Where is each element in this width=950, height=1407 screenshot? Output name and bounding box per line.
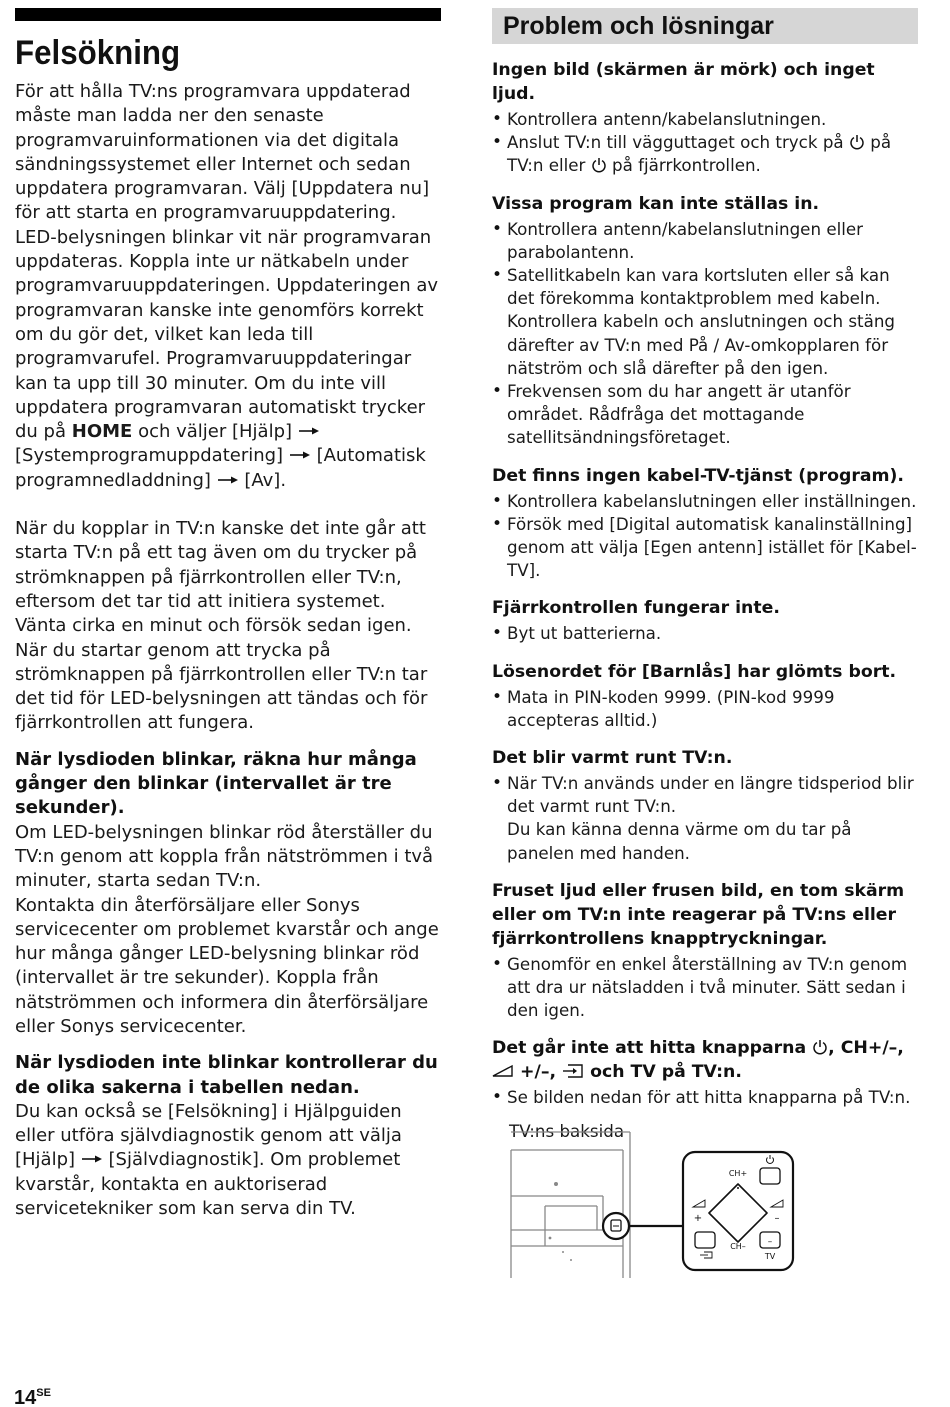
home-button-label: HOME [71, 421, 133, 443]
page-title: Felsökning [15, 34, 181, 72]
power-text-a: Anslut TV:n till vägguttaget och tryck på [507, 132, 844, 153]
page-suffix: SE [36, 1387, 51, 1399]
issue-channels [492, 192, 918, 450]
buttons-title-a: Det går inte att hitta knapparna [492, 1038, 807, 1059]
list-item: • Satellitkabeln kan vara kortsluten eller så kan det förekomma kontaktproblem med kabeln. Kontrollera kabeln och anslutningen och stäng därefter av TV:n med På / Av-omkopplaren för nätström och slå därefter på den igen. [492, 264, 918, 380]
power-text-b: på TV:n eller [507, 132, 892, 176]
tv-label: TV [764, 1252, 776, 1261]
issue-no-picture [492, 58, 918, 178]
list-item: • När TV:n används under en längre tidsperiod blir det varmt runt TV:n. Du kan känna denna värme om du tar på panelen med handen. [492, 772, 918, 865]
led-noblink-text-1: Du kan också se [Felsökning] i Hjälpguiden eller utföra självdiagnostik genom att välja [Hjälp] [15, 1100, 402, 1171]
list-item: • Försök med [Digital automatisk kanalinställning] genom att välja [Egen antenn] istället för [Kabel-TV]. [492, 513, 918, 583]
list-item: • Byt ut batterierna. [492, 622, 918, 645]
list-item: • Kontrollera antenn/kabelanslutningen. [492, 108, 918, 131]
buttons-title-c: +/–, [520, 1062, 557, 1083]
list-item: • Kontrollera kabelanslutningen eller inställningen. [492, 490, 918, 513]
issue-title: Det finns ingen kabel-TV-tjänst (program). [492, 465, 904, 486]
input-icon [562, 1063, 584, 1079]
led-noblink-text-2: [Självdiagnostik]. Om problemet kvarstår, kontakta en auktoriserad servicetekniker som kan serva din TV. [15, 1149, 401, 1220]
issue-password [492, 660, 918, 732]
list-item: • Genomför en enkel återställning av TV:n genom att dra ur nätsladden i två minuter. Sätt sedan i den igen. [492, 953, 918, 1023]
section-title: Problem och lösningar [492, 8, 918, 44]
volume-plus-label: + [693, 1213, 703, 1224]
issue-title: Fruset ljud eller frusen bild, en tom skärm eller om TV:n inte reagerar på TV:ns eller fjärrkontrollens knapptryckningar. [492, 880, 905, 949]
list-item: • Mata in PIN-koden 9999. (PIN-kod 9999 accepteras alltid.) [492, 686, 918, 732]
buttons-title-b: , CH+/–, [828, 1038, 904, 1059]
arrow-icon [298, 426, 320, 436]
arrow-icon [81, 1154, 103, 1164]
intro-path-1: och väljer [Hjälp] [138, 421, 293, 443]
channel-minus-key-label: – [767, 1237, 773, 1247]
volume-minus-label: – [774, 1213, 780, 1224]
intro-path-4: [Av]. [244, 469, 287, 491]
left-column [15, 8, 441, 1221]
list-item: • Se bilden nedan för att hitta knapparna på TV:n. [492, 1086, 918, 1109]
issue-cable-tv [492, 464, 918, 583]
issue-title: Vissa program kan inte ställas in. [492, 193, 820, 214]
issue-buttons [492, 1036, 918, 1109]
intro-path-2: [Systemprogramuppdatering] [15, 445, 284, 467]
issue-frozen [492, 879, 918, 1023]
issue-title: Det blir varmt runt TV:n. [492, 748, 733, 769]
control-panel-detail [683, 1152, 793, 1270]
page-number [14, 1387, 51, 1407]
led-blink-text: Om LED-belysningen blinkar röd återställer du TV:n genom att koppla från nätströmmen i två minuter, starta sedan TV:n. Kontakta din återförsäljare eller Sonys servicecenter om problemet kvarstår och ange hur många gånger LED-belysning blinkar röd (intervallet är tre sekunder). Koppla från nätströmmen och informera din återförsäljare eller Sonys servicecenter. [15, 821, 439, 1037]
led-blink-heading: När lysdioden blinkar, räkna hur många gånger den blinkar (intervallet är tre sekunder). [15, 748, 417, 819]
arrow-icon [217, 475, 239, 485]
list-item: • Frekvensen som du har angett är utanför området. Rådfråga det mottagande satellitsändningsföretaget. [492, 380, 918, 450]
issue-title: Ingen bild (skärmen är mörk) och inget ljud. [492, 60, 875, 104]
led-noblink-heading: När lysdioden inte blinkar kontrollerar du de olika sakerna i tabellen nedan. [15, 1052, 438, 1098]
startup-paragraph: När du kopplar in TV:n kanske det inte går att starta TV:n på ett tag även om du trycker på strömknappen på fjärrkontrollen eller TV:n, eftersom det tar tid att initiera systemet. Vänta cirka en minut och försök sedan igen. När du startar genom att trycka på strömknappen på fjärrkontrollen eller TV:n tar det tid för LED-belysningen att tändas och för fjärrkontrollen att fungera. [15, 518, 428, 734]
ch-minus-label: CH– [730, 1242, 746, 1251]
power-icon [849, 134, 865, 150]
issue-remote [492, 596, 918, 645]
diagram-label: TV:ns baksida [509, 1120, 625, 1141]
page-number-value: 14 [14, 1387, 37, 1407]
power-icon [812, 1039, 828, 1055]
arrow-icon [289, 450, 311, 460]
volume-icon [492, 1063, 514, 1079]
tv-back-outline [511, 1132, 630, 1278]
issue-title: Lösenordet för [Barnlås] har glömts bort. [492, 661, 897, 682]
led-noblink-text [15, 1100, 441, 1221]
intro-text: För att hålla TV:ns programvara uppdaterad måste man ladda ner den senaste programvaruinformationen via det digitala sändningssystemet eller Internet och sedan uppdatera programvaran. Välj [Uppdatera nu] för att starta en programvaruuppdatering. LED-belysningen blinkar vit när programvaran uppdateras. Koppla inte ur nätkabeln under programvaruuppdateringen. Uppdateringen av programvaran kanske inte genomförs korrekt om du gör det, vilket kan leda till programvarufel. Programvaruuppdateringar kan ta upp till 30 minuter. Om du inte vill uppdatera programvaran automatiskt trycker du på [15, 81, 439, 443]
ch-plus-label: CH+ [728, 1169, 748, 1178]
control-button-marker [603, 1213, 629, 1239]
intro-paragraph [15, 80, 441, 493]
issue-heat [492, 746, 918, 865]
power-icon [591, 157, 607, 173]
intro-path-3: [Automatisk programnedladdning] [15, 445, 426, 491]
issue-title: Fjärrkontrollen fungerar inte. [492, 598, 780, 619]
issue-title [492, 1036, 918, 1084]
tv-back-diagram [505, 1128, 805, 1280]
power-text-c: på fjärrkontrollen. [612, 155, 761, 176]
list-item: • Kontrollera antenn/kabelanslutningen eller parabolantenn. [492, 218, 918, 264]
list-item-power [492, 131, 918, 177]
right-column [492, 8, 918, 1142]
top-rule [15, 8, 441, 21]
buttons-title-d: och TV på TV:n. [590, 1062, 742, 1083]
